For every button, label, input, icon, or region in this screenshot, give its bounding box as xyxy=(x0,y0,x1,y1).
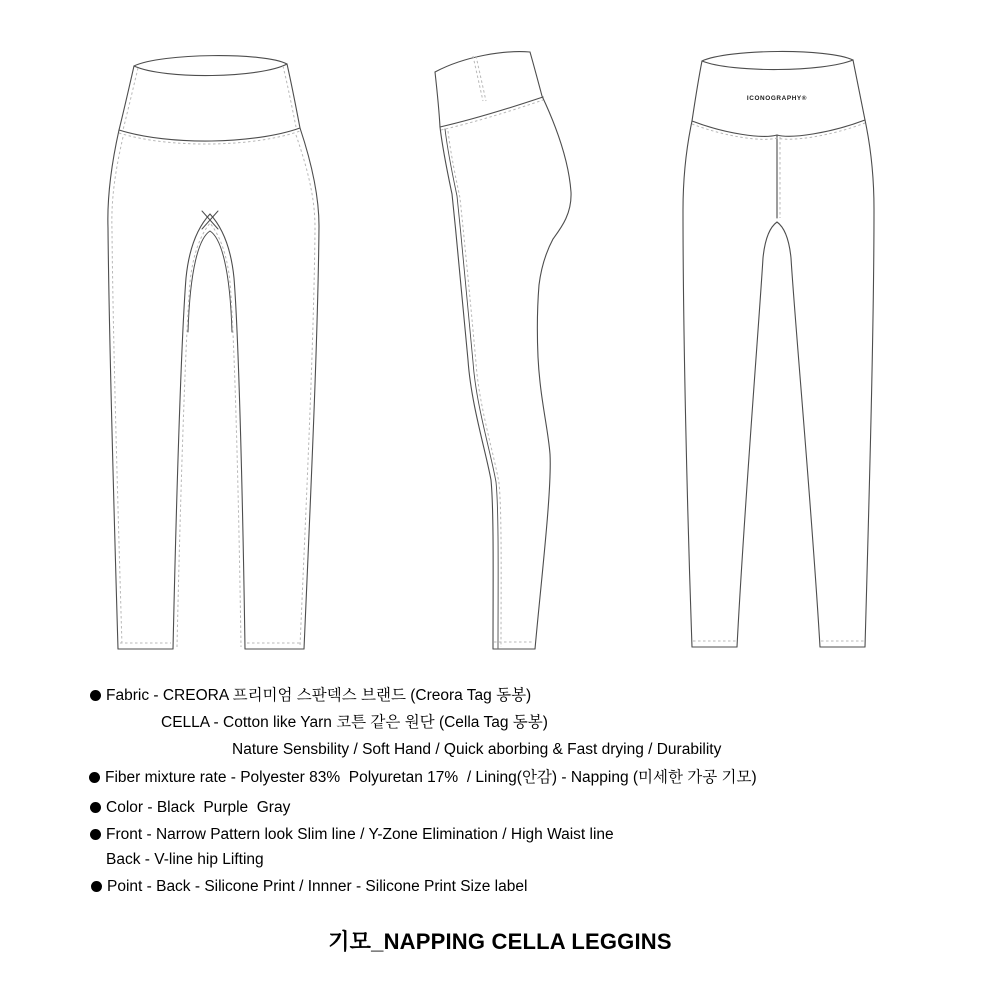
spec-line-text: Point - Back - Silicone Print / Innner - Silicone Print Size label xyxy=(107,878,528,895)
back-view-drawing xyxy=(668,42,888,657)
spec-line-fabric xyxy=(90,686,531,705)
front-view-drawing xyxy=(85,42,335,657)
bullet-icon xyxy=(90,690,101,701)
spec-line-back xyxy=(106,850,264,869)
spec-line-nature xyxy=(232,740,721,759)
spec-line-color xyxy=(90,798,290,817)
spec-line-text: Fabric - CREORA 프리미엄 스판덱스 브랜드 (Creora Tag 동봉) xyxy=(106,687,532,704)
spec-line-text: CELLA - Cotton like Yarn 코튼 같은 원단 (Cella Tag 동봉) xyxy=(161,714,548,731)
spec-line-text: Fiber mixture rate - Polyester 83% Polyuretan 17% / Lining(안감) - Napping (미세한 가공 기모) xyxy=(105,769,757,786)
side-view-drawing xyxy=(420,42,580,657)
bullet-icon xyxy=(89,772,100,783)
spec-line-fiber xyxy=(89,768,757,787)
spec-line-point xyxy=(91,877,527,896)
page-title: 기모_NAPPING CELLA LEGGINS xyxy=(328,929,672,954)
spec-line-text: Color - Black Purple Gray xyxy=(106,799,291,816)
brand-logo-text: ICONOGRAPHY® xyxy=(746,95,808,102)
bullet-icon xyxy=(90,829,101,840)
spec-line-text: Front - Narrow Pattern look Slim line / Y-Zone Elimination / High Waist line xyxy=(106,826,614,843)
bullet-icon xyxy=(90,802,101,813)
spec-line-front xyxy=(90,825,614,844)
spec-line-text: Nature Sensbility / Soft Hand / Quick aborbing & Fast drying / Durability xyxy=(232,741,722,758)
spec-line-text: Back - V-line hip Lifting xyxy=(106,851,264,868)
bullet-icon xyxy=(91,881,102,892)
spec-line-cella xyxy=(161,713,548,732)
